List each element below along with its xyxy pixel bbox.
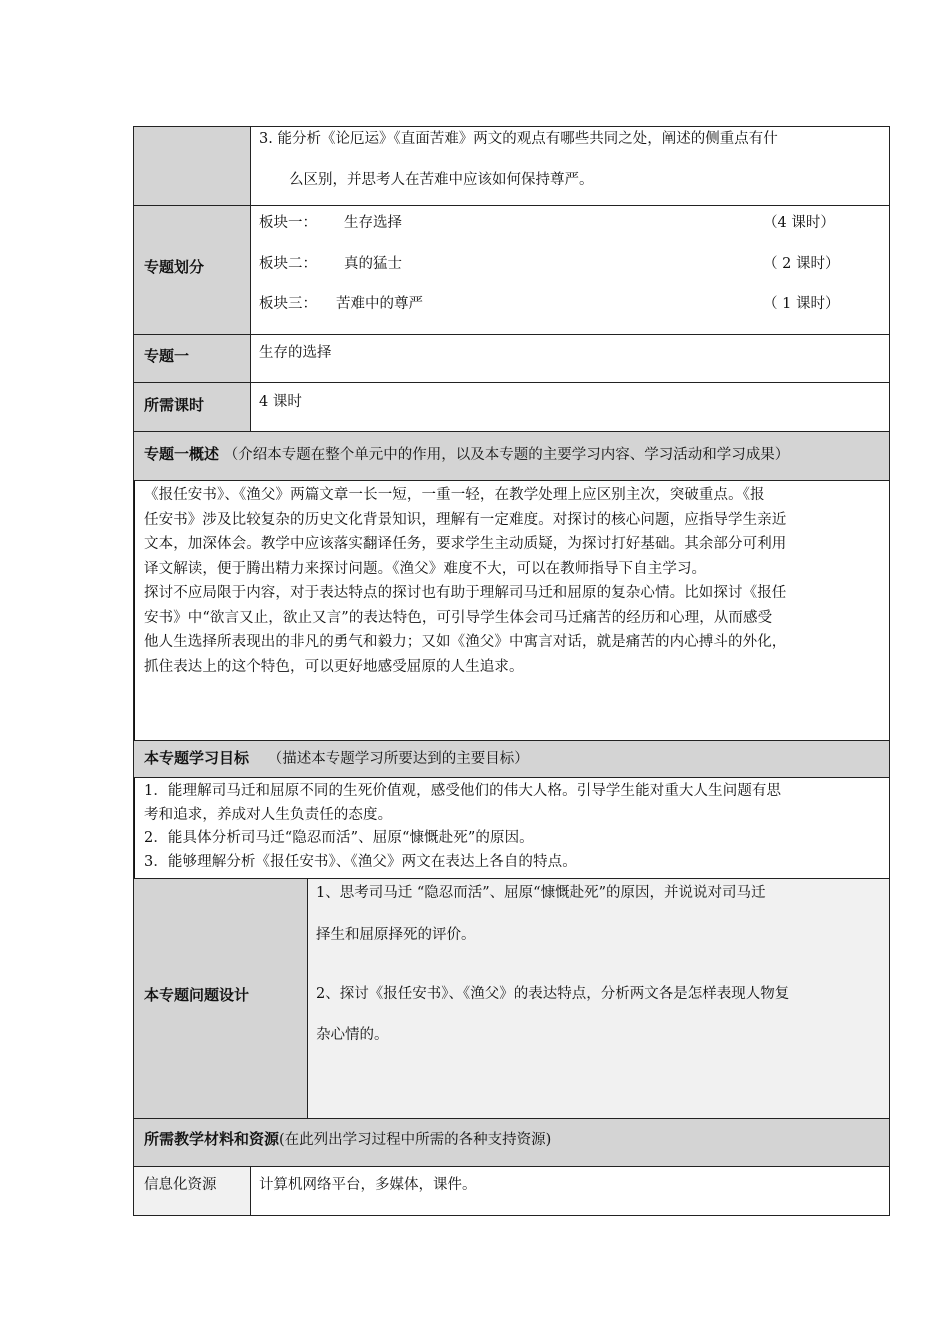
overview-note: （介绍本专题在整个单元中的作用，以及本专题的主要学习内容、学习活动和学习成果）	[223, 447, 790, 463]
hours-value: 4 课时	[259, 394, 302, 410]
overview-header	[144, 443, 789, 464]
overview-line: 探讨不应局限于内容，对于表达特点的探讨也有助于理解司马迁和屈原的复杂心情。比如探讨《报任	[144, 585, 787, 601]
question-1-line2: 择生和屈原择死的评价。	[316, 927, 476, 943]
goal-line: 3．能够理解分析《报任安书》、《渔父》两文在表达上各自的特点。	[144, 853, 577, 870]
materials-header	[144, 1128, 551, 1149]
question-1-line1: 1、思考司马迁 “隐忍而活”、屈原“慷慨赴死”的原因，并说说对司马迁	[316, 885, 766, 901]
division-label: 专题划分	[144, 258, 205, 276]
block-3-name: 板块三：	[259, 296, 317, 312]
goal-line: 考和追求，养成对人生负责任的态度。	[144, 806, 393, 823]
block-1-title: 生存选择	[344, 215, 402, 231]
it-resources-value-cell	[250, 1166, 890, 1216]
it-resources-label-cell	[133, 1166, 251, 1216]
topic1-value-cell	[250, 334, 890, 383]
overview-line: 《报任安书》、《渔父》两篇文章一长一短，一重一轻，在教学处理上应区别主次，突破重点。《报	[144, 487, 765, 503]
it-resources-value: 计算机网络平台，多媒体，课件。	[259, 1177, 477, 1193]
topic1-label: 专题一	[144, 347, 190, 365]
goal-line: 1．能理解司马迁和屈原不同的生死价值观，感受他们的伟大人格。引导学生能对重大人生问题有思	[144, 783, 782, 799]
overview-line: 他人生选择所表现出的非凡的勇气和毅力；又如《渔父》中寓言对话，就是痛苦的内心搏斗的外化，	[144, 634, 787, 650]
objective-3-line2: 么区别，并思考人在苦难中应该如何保持尊严。	[289, 172, 594, 188]
goal-line: 2．能具体分析司马迁“隐忍而活”、屈原“慷慨赴死”的原因。	[144, 830, 534, 846]
block-1-name: 板块一：	[259, 215, 317, 231]
question-2-line1: 2、探讨《报任安书》、《渔父》的表达特点，分析两文各是怎样表现人物复	[316, 986, 790, 1002]
topic1-label-cell	[133, 334, 251, 383]
overview-line: 任安书》涉及比较复杂的历史文化背景知识，理解有一定难度。对探讨的核心问题，应指导学生亲近	[144, 511, 787, 528]
materials-header-cell	[133, 1118, 890, 1167]
block-2-hours: （ 2 课时）	[763, 256, 840, 272]
overview-line: 译文解读，便于腾出精力来探讨问题。《渔父》难度不大，可以在教师指导下自主学习。	[144, 560, 707, 577]
overview-paragraph	[144, 483, 786, 679]
objective-3-line1: 3. 能分析《论厄运》《直面苦难》两文的观点有哪些共同之处，阐述的侧重点有什	[259, 131, 778, 147]
goals-body-cell	[133, 777, 890, 879]
overview-line: 抓住表达上的这个特色，可以更好地感受屈原的人生追求。	[144, 658, 524, 675]
division-content-cell	[250, 205, 890, 335]
hours-label: 所需课时	[144, 396, 205, 414]
goals-label: 本专题学习目标	[144, 749, 250, 767]
questions-label: 本专题问题设计	[144, 986, 250, 1004]
goals-list	[144, 780, 781, 874]
cont-content-cell	[250, 126, 890, 206]
block-3-title: 苦难中的尊严	[336, 296, 423, 312]
division-label-cell	[133, 205, 251, 335]
block-1-hours: （4 课时）	[763, 215, 835, 231]
overview-header-cell	[133, 431, 890, 481]
goals-header-cell	[133, 740, 890, 778]
block-3-hours: （ 1 课时）	[763, 296, 840, 312]
question-2-line2: 杂心情的。	[316, 1027, 389, 1043]
it-resources-label: 信息化资源	[144, 1177, 217, 1193]
hours-value-cell	[250, 382, 890, 432]
overview-line: 安书》中“欲言又止，欲止又言”的表达特色，可引导学生体会司马迁痛苦的经历和心理，从而感受	[144, 609, 773, 626]
topic1-value: 生存的选择	[259, 345, 332, 361]
materials-label: 所需教学材料和资源	[144, 1130, 280, 1148]
overview-label: 专题一概述	[144, 445, 220, 463]
materials-note: (在此列出学习过程中所需的各种支持资源)	[279, 1132, 552, 1148]
overview-body-cell	[133, 480, 890, 741]
questions-content-cell	[307, 878, 890, 1119]
cont-label-cell	[133, 126, 251, 206]
questions-label-cell	[133, 878, 308, 1119]
goals-note: （描述本专题学习所要达到的主要目标）	[267, 751, 529, 767]
block-2-title: 真的猛士	[344, 256, 402, 272]
overview-line: 文本，加深体会。教学中应该落实翻译任务，要求学生主动质疑，为探讨打好基础。其余部分可利用	[144, 536, 787, 552]
hours-label-cell	[133, 382, 251, 432]
goals-header	[144, 747, 529, 768]
block-2-name: 板块二：	[259, 256, 317, 272]
